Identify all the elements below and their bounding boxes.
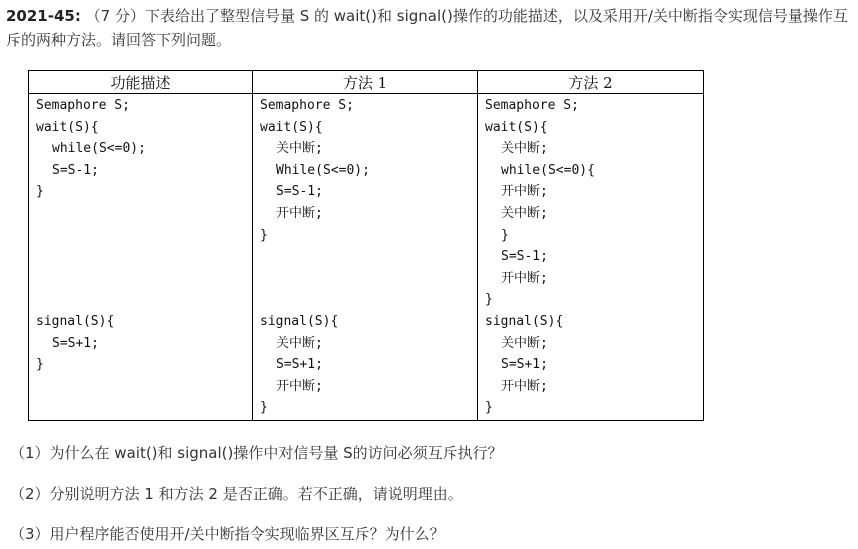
- question-1: （1）为什么在 wait()和 signal()操作中对信号量 S的访问必须互斥执行？: [10, 444, 503, 462]
- code-line: signal(S){: [485, 314, 564, 329]
- code-line: wait(S){: [260, 119, 323, 135]
- question-3: （3）用户程序能否使用开/关中断指令实现临界区互斥？为什么？: [10, 525, 445, 543]
- code-line: S=S+1;: [501, 357, 548, 373]
- code-line: }: [260, 400, 268, 416]
- code-line: 关中断;: [276, 141, 323, 157]
- code-line: }: [485, 292, 493, 308]
- code-line: Semaphore S;: [36, 98, 130, 113]
- code-line: S=S+1;: [276, 357, 323, 373]
- code-line: 关中断;: [501, 141, 548, 157]
- code-line: 关中断;: [501, 335, 548, 351]
- code-line: wait(S){: [36, 119, 99, 135]
- code-line: 关中断;: [276, 335, 323, 351]
- code-line: 关中断;: [501, 206, 548, 221]
- code-line: Semaphore S;: [485, 98, 579, 113]
- code-line: 开中断;: [501, 270, 548, 286]
- code-line: 开中断;: [276, 378, 323, 394]
- code-line: signal(S){: [260, 314, 339, 329]
- column-function-description: [29, 94, 252, 420]
- code-line: }: [36, 357, 44, 373]
- column-method-1: [253, 94, 477, 420]
- code-line: signal(S){: [36, 314, 115, 329]
- question-intro: [6, 4, 854, 52]
- header-function-description: 功能描述: [29, 71, 253, 94]
- code-line: 开中断;: [501, 378, 548, 394]
- code-line: }: [36, 184, 44, 200]
- code-line: S=S-1;: [501, 249, 548, 265]
- code-line: S=S+1;: [52, 335, 99, 351]
- code-line: }: [485, 400, 493, 416]
- code-line: }: [501, 227, 509, 243]
- code-line: }: [260, 227, 268, 243]
- question-2: （2）分别说明方法 1 和方法 2 是否正确。若不正确，请说明理由。: [10, 485, 463, 503]
- code-line: S=S-1;: [52, 162, 99, 178]
- code-line: 开中断;: [276, 206, 323, 221]
- code-line: Semaphore S;: [260, 98, 354, 113]
- code-line: while(S<=0);: [52, 141, 146, 157]
- question-text: （7 分）下表给出了整型信号量 S 的 wait()和 signal()操作的功能描述，以及采用开/关中断指令实现信号量操作互斥的两种方法。请回答下列问题。: [6, 7, 848, 49]
- semaphore-table: [28, 70, 704, 421]
- code-line: S=S-1;: [276, 184, 323, 200]
- code-line: wait(S){: [485, 119, 548, 135]
- header-method-2: 方法 2: [478, 71, 704, 94]
- table-body-row: [29, 94, 704, 421]
- header-method-1: 方法 1: [253, 71, 478, 94]
- code-line: 开中断;: [501, 184, 548, 200]
- column-method-2: [478, 94, 703, 420]
- question-id: 2021-45:: [6, 7, 81, 25]
- code-line: While(S<=0);: [276, 162, 370, 178]
- code-line: while(S<=0){: [501, 162, 595, 178]
- table-header-row: [29, 71, 704, 94]
